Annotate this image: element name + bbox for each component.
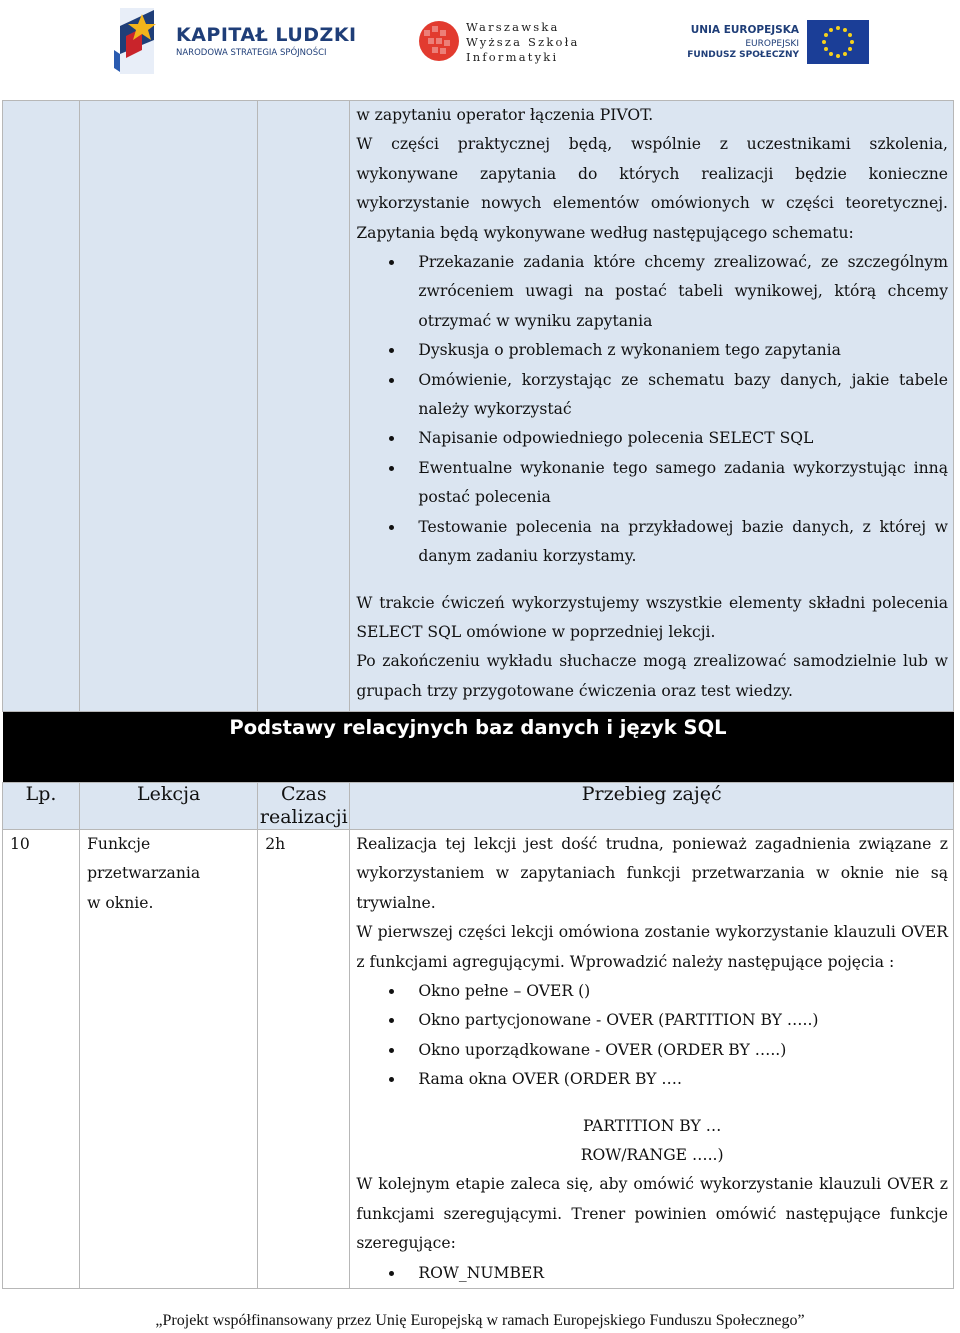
schema-steps-list xyxy=(356,248,948,571)
wwsi-line-2: Wyższa Szkoła xyxy=(466,35,580,49)
kapital-ludzki-title: KAPITAŁ LUDZKI xyxy=(176,24,357,46)
list-item: Testowanie polecenia na przykładowej bazie danych, z której w danym zadaniu korzystamy. xyxy=(418,513,948,572)
centered-line: PARTITION BY … xyxy=(583,1116,722,1135)
lesson-plan-table xyxy=(2,100,954,1289)
paragraph: w zapytaniu operator łączenia PIVOT. xyxy=(356,106,654,124)
continuation-lp-cell xyxy=(3,101,80,712)
list-item: Przekazanie zadania które chcemy zrealizować, ze szczególnym zwróceniem uwagi na postać tabeli wynikowej, którą chcemy otrzymać w wyniku zapytania xyxy=(418,248,948,336)
continuation-description xyxy=(350,101,953,706)
paragraph: W części praktycznej będą, wspólnie z uczestnikami szkolenia, wykonywane zapytania do których realizacji będzie konieczne wykorzystanie nowych elementów omówionych w części teoretycznej. Zapytania będą wykonywane według następującego schematu: xyxy=(356,135,948,242)
paragraph: Po zakończeniu wykładu słuchacze mogą zrealizować samodzielnie lub w grupach trzy przygotowane ćwiczenia oraz test wiedzy. xyxy=(356,652,948,700)
spacer xyxy=(356,572,948,589)
list-item: Rama okna OVER (ORDER BY …. xyxy=(418,1065,948,1094)
page-footer: „Projekt współfinansowany przez Unię Europejską w ramach Europejskiego Funduszu Społecznego” xyxy=(155,1312,805,1329)
continuation-description-cell xyxy=(350,101,954,712)
page-header xyxy=(0,0,960,95)
kapital-ludzki-subtitle: NARODOWA STRATEGIA SPÓJNOŚCI xyxy=(176,48,327,58)
centered-line: ROW/RANGE …..) xyxy=(580,1146,724,1165)
wwsi-logo xyxy=(418,18,588,68)
ue-sub1: EUROPEJSKI xyxy=(745,39,799,49)
lesson-plan xyxy=(2,100,954,1288)
column-header-czas-line1: Czas xyxy=(280,783,327,805)
continuation-row xyxy=(3,101,954,712)
list-item: Okno pełne – OVER () xyxy=(418,977,948,1006)
paragraph: W pierwszej części lekcji omówiona zostanie wykorzystanie klauzuli OVER z funkcjami agregującymi. Wprowadzić należy następujące pojęcia : xyxy=(356,923,948,971)
column-header-czas-line2: realizacji xyxy=(259,806,348,828)
list-item: Ewentualne wykonanie tego samego zadania wykorzystując inną postać polecenia xyxy=(418,454,948,513)
unia-europejska-logo xyxy=(687,18,875,68)
lesson-name-line: Funkcje xyxy=(87,835,151,853)
kapital-ludzki-mark-icon xyxy=(112,6,172,76)
list-item: Okno uporządkowane - OVER (ORDER BY …..) xyxy=(418,1036,948,1065)
column-header-lekcja: Lekcja xyxy=(80,783,258,830)
continuation-lekcja-cell xyxy=(80,101,258,712)
wwsi-line-3: Informatyki xyxy=(466,50,559,64)
wwsi-mark-icon xyxy=(418,20,460,62)
continuation-czas-cell xyxy=(258,101,350,712)
ue-sub2: FUNDUSZ SPOŁECZNY xyxy=(687,50,799,60)
section-header-bar xyxy=(3,712,954,783)
paragraph: Realizacja tej lekcji jest dość trudna, ponieważ zagadnienia związane z wykorzystaniem w zapytaniach funkcji przetwarzania w oknie nie są trywialne. xyxy=(356,835,948,912)
lesson-duration-cell xyxy=(258,830,350,1289)
spacer xyxy=(356,1095,948,1112)
paragraph: W kolejnym etapie zaleca się, aby omówić wykorzystanie klauzuli OVER z funkcjami szeregującymi. Trener powinien omówić następujące funkcje szeregujące: xyxy=(356,1175,948,1253)
lesson-name-line: przetwarzania xyxy=(87,864,201,883)
kapital-ludzki-logo xyxy=(112,6,357,76)
lesson-name-line: w oknie. xyxy=(87,893,154,912)
eu-flag-icon xyxy=(807,20,869,64)
paragraph: W trakcie ćwiczeń wykorzystujemy wszystkie elementy składni polecenia SELECT SQL omówione w poprzedniej lekcji. xyxy=(356,593,948,641)
section-title: Podstawy relacyjnych baz danych i język SQL xyxy=(229,716,727,739)
lesson-name-cell xyxy=(80,830,258,1289)
list-item: Napisanie odpowiedniego polecenia SELECT SQL xyxy=(418,424,948,453)
table-row xyxy=(3,830,954,1289)
lesson-lp-cell xyxy=(3,830,80,1289)
wwsi-line-1: Warszawska xyxy=(466,20,560,34)
column-header-czas xyxy=(258,783,350,830)
column-header-przebieg: Przebieg zajęć xyxy=(350,783,954,830)
lesson-number: 10 xyxy=(10,835,30,853)
list-item: Omówienie, korzystając ze schematu bazy danych, jakie tabele należy wykorzystać xyxy=(418,366,948,425)
ranking-functions-list xyxy=(356,1259,948,1288)
ue-title: UNIA EUROPEJSKA xyxy=(690,24,799,36)
lesson-duration: 2h xyxy=(265,835,286,853)
column-header-lp: Lp. xyxy=(3,783,80,830)
window-concepts-list xyxy=(356,977,948,1095)
lesson-description-cell xyxy=(350,830,954,1289)
list-item: Dyskusja o problemach z wykonaniem tego zapytania xyxy=(418,336,948,365)
lesson-description xyxy=(350,830,953,1288)
column-header-row xyxy=(3,783,954,830)
list-item: ROW_NUMBER xyxy=(418,1259,948,1288)
list-item: Okno partycjonowane - OVER (PARTITION BY …..) xyxy=(418,1006,948,1035)
section-header-row xyxy=(3,712,954,783)
